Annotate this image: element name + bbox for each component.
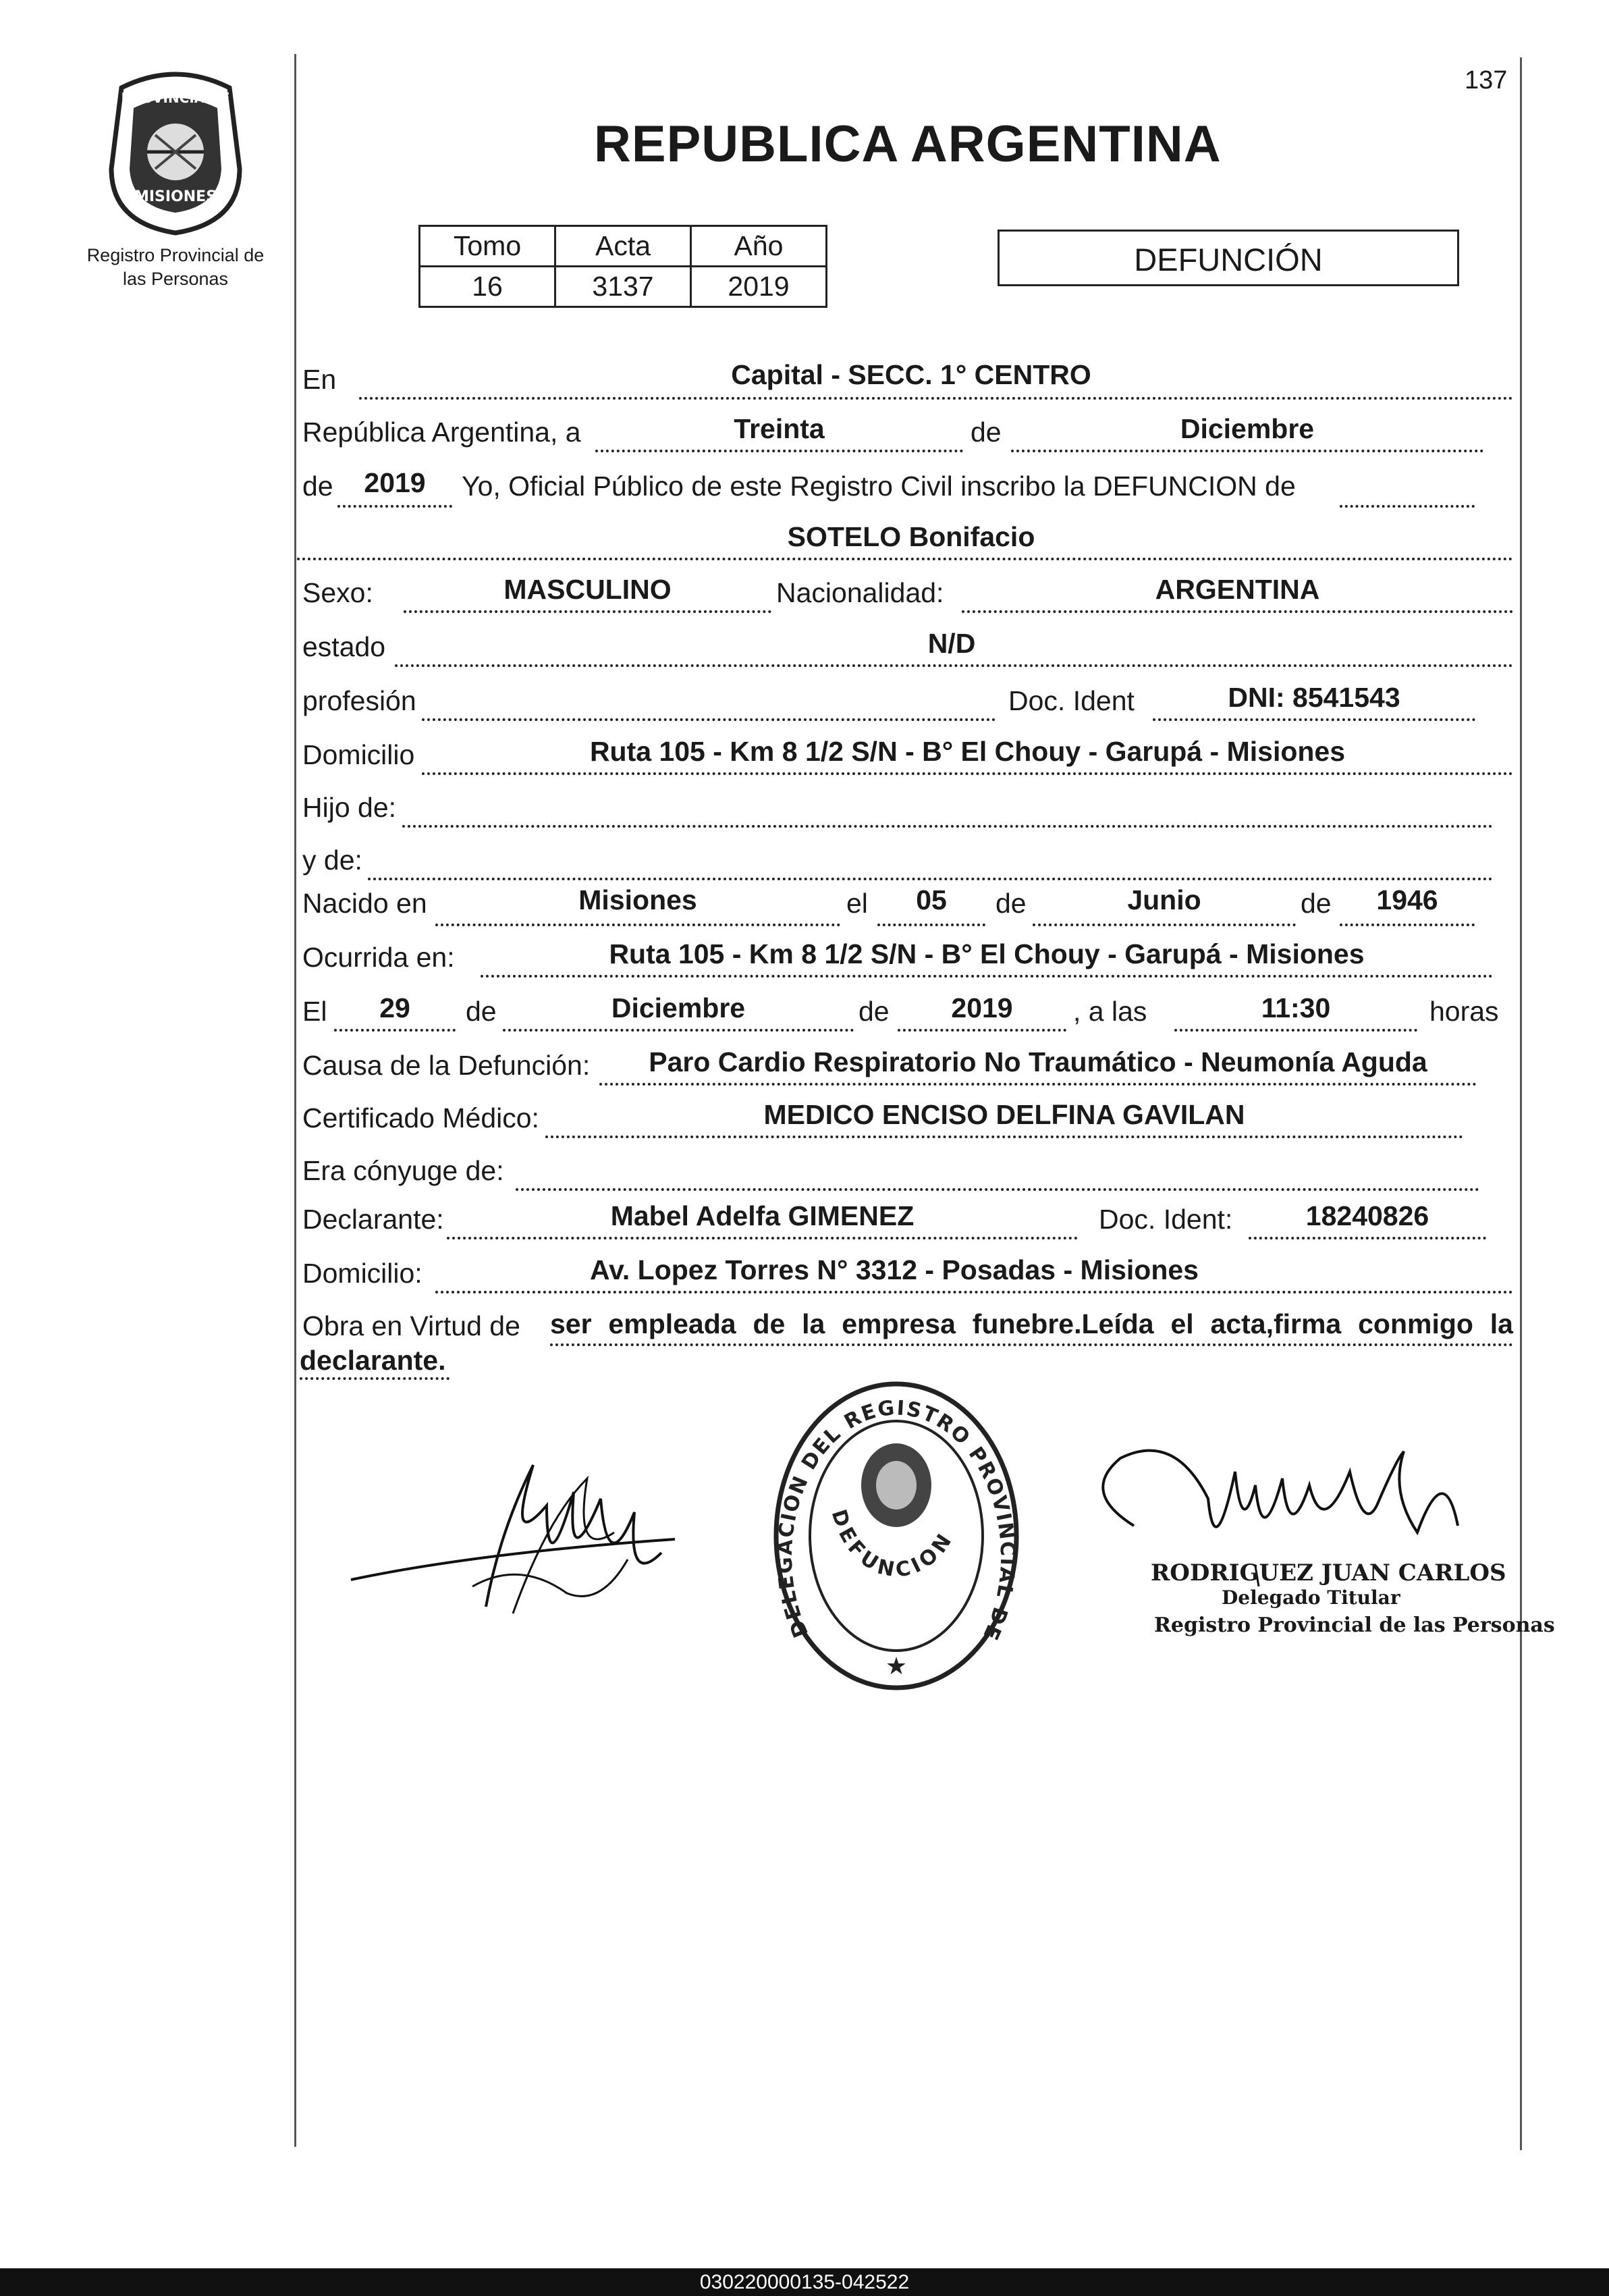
yde-line xyxy=(368,878,1493,880)
doc-value: DNI: 8541543 xyxy=(1228,682,1400,713)
domicilio-label: Domicilio xyxy=(302,739,415,770)
registry-label-line1: Registro Provincial de xyxy=(86,245,265,265)
day-word-line xyxy=(595,450,963,452)
day-word-value: Treinta xyxy=(734,413,825,444)
sexo-label: Sexo: xyxy=(302,577,373,608)
nacido-value: Misiones xyxy=(578,884,697,915)
certificado-label: Certificado Médico: xyxy=(302,1102,539,1133)
sexo-line xyxy=(404,610,771,613)
acta-header-tomo: Tomo xyxy=(420,226,555,267)
death-time-value: 11:30 xyxy=(1261,992,1331,1023)
logo-text-bottom: MISIONES xyxy=(134,188,217,205)
certificado-line xyxy=(545,1136,1463,1138)
obra-label: Obra en Virtud de xyxy=(302,1310,520,1341)
birth-month-line xyxy=(1033,924,1296,926)
ocurrida-line xyxy=(481,975,1493,978)
death-de-label-1: de xyxy=(466,996,497,1027)
official-stamp xyxy=(768,1377,1025,1694)
doc2-line xyxy=(1249,1237,1486,1239)
nacionalidad-label: Nacionalidad: xyxy=(776,577,944,608)
footer-code: 030220000135-042522 xyxy=(0,2268,1609,2296)
birth-day-value: 05 xyxy=(916,884,947,915)
declarante-label: Declarante: xyxy=(302,1204,444,1235)
left-margin-line xyxy=(294,54,296,2147)
registry-label-line2: las Personas xyxy=(122,269,229,289)
obra-line2 xyxy=(300,1377,449,1380)
ocurrida-value: Ruta 105 - Km 8 1/2 S/N - B° El Chouy - Garupá - Misiones xyxy=(609,938,1365,969)
obra-value-line1: ser empleada de la empresa funebre.Leída el acta,firma conmigo la xyxy=(550,1308,1513,1339)
death-year-line xyxy=(898,1029,1066,1032)
domicilio2-value: Av. Lopez Torres N° 3312 - Posadas - Misiones xyxy=(590,1254,1199,1285)
acta-header-anio: Año xyxy=(691,226,827,267)
domicilio2-line xyxy=(435,1291,1513,1293)
declarante-line xyxy=(447,1237,1078,1239)
profesion-line xyxy=(422,718,996,721)
nacionalidad-value: ARGENTINA xyxy=(1155,574,1320,605)
deceased-name: SOTELO Bonifacio xyxy=(787,521,1035,552)
inscribo-text: Yo, Oficial Público de este Registro Civil inscribo la DEFUNCION de xyxy=(462,471,1296,502)
official-title: Delegado Titular xyxy=(1222,1586,1400,1609)
horas-label: horas xyxy=(1429,996,1499,1027)
estado-line xyxy=(395,664,1513,667)
nacido-line xyxy=(435,924,840,926)
year-value: 2019 xyxy=(364,467,426,498)
hijo-label: Hijo de: xyxy=(302,792,397,823)
birth-year-line xyxy=(1340,924,1475,926)
page-title: REPUBLICA ARGENTINA xyxy=(594,115,1222,173)
death-day-line xyxy=(334,1029,456,1032)
death-month-value: Diciembre xyxy=(611,992,746,1023)
causa-label: Causa de la Defunción: xyxy=(302,1050,591,1081)
declarant-signature xyxy=(344,1451,695,1627)
stamp-inner-text: DEFUNCION xyxy=(826,1506,959,1583)
acta-value-tomo: 16 xyxy=(420,267,555,307)
death-time-line xyxy=(1174,1029,1417,1032)
en-value: Capital - SECC. 1° CENTRO xyxy=(731,359,1091,390)
birth-de-label-1: de xyxy=(996,888,1027,919)
death-year-value: 2019 xyxy=(951,992,1013,1023)
yde-label: y de: xyxy=(302,845,362,876)
hijo-line xyxy=(402,825,1493,828)
de-label-1: de xyxy=(971,417,1002,448)
certificado-value: MEDICO ENCISO DELFINA GAVILAN xyxy=(763,1099,1245,1130)
causa-value: Paro Cardio Respiratorio No Traumático - Neumonía Aguda xyxy=(649,1046,1427,1077)
el2-label: El xyxy=(302,996,327,1027)
death-day-value: 29 xyxy=(379,992,410,1023)
domicilio-value: Ruta 105 - Km 8 1/2 S/N - B° El Chouy - Garupá - Misiones xyxy=(589,736,1346,767)
province-seal-logo xyxy=(101,68,250,236)
acta-value-acta: 3137 xyxy=(555,267,691,307)
logo-text-top: PROVINCIA DE xyxy=(121,90,230,106)
domicilio2-label: Domicilio: xyxy=(302,1258,422,1289)
conyuge-line xyxy=(516,1188,1479,1191)
declarante-value: Mabel Adelfa GIMENEZ xyxy=(610,1200,915,1231)
right-margin-line xyxy=(1520,57,1522,2150)
birth-month-value: Junio xyxy=(1127,884,1201,915)
birth-day-line xyxy=(877,924,985,926)
year-prefix-label: de xyxy=(302,471,333,502)
inscribo-line xyxy=(1340,505,1475,508)
sexo-value: MASCULINO xyxy=(503,574,672,605)
en-line xyxy=(359,397,1513,400)
month-value: Diciembre xyxy=(1180,413,1315,444)
conyuge-label: Era cónyuge de: xyxy=(302,1155,504,1186)
month-line xyxy=(1011,450,1483,452)
name-line xyxy=(297,558,1513,560)
birth-de-label-2: de xyxy=(1301,888,1332,919)
causa-line xyxy=(599,1083,1477,1086)
el-label: el xyxy=(846,888,868,919)
alas-label: , a las xyxy=(1073,996,1147,1027)
page-number: 137 xyxy=(1465,66,1508,95)
doc-label: Doc. Ident xyxy=(1008,685,1135,716)
doc2-label: Doc. Ident: xyxy=(1099,1204,1233,1235)
doc2-value: 18240826 xyxy=(1305,1200,1429,1231)
acta-table xyxy=(418,225,827,308)
profesion-label: profesión xyxy=(302,685,416,716)
stamp-outer-text: DELEGACION DEL REGISTRO PROVINCIAL DE xyxy=(773,1396,1020,1645)
acta-header-acta: Acta xyxy=(555,226,691,267)
official-office: Registro Provincial de las Personas xyxy=(1154,1613,1555,1637)
estado-value: N/D xyxy=(927,628,976,659)
obra-line1 xyxy=(550,1343,1513,1346)
official-name: RODRIGUEZ JUAN CARLOS xyxy=(1151,1559,1506,1586)
obra-value-line2: declarante. xyxy=(300,1345,446,1376)
nacionalidad-line xyxy=(962,610,1513,613)
domicilio-line xyxy=(422,772,1513,775)
svg-text:★: ★ xyxy=(885,1652,908,1680)
republica-label: República Argentina, a xyxy=(302,417,581,448)
nacido-label: Nacido en xyxy=(302,888,427,919)
en-label: En xyxy=(302,364,337,395)
death-month-line xyxy=(503,1029,854,1032)
estado-label: estado xyxy=(302,631,386,662)
doc-line xyxy=(1153,718,1475,721)
death-de-label-2: de xyxy=(858,996,890,1027)
birth-year-value: 1946 xyxy=(1376,884,1438,915)
record-type-box: DEFUNCIÓN xyxy=(998,230,1459,286)
acta-value-anio: 2019 xyxy=(691,267,827,307)
year-line xyxy=(337,505,452,508)
ocurrida-label: Ocurrida en: xyxy=(302,942,455,973)
